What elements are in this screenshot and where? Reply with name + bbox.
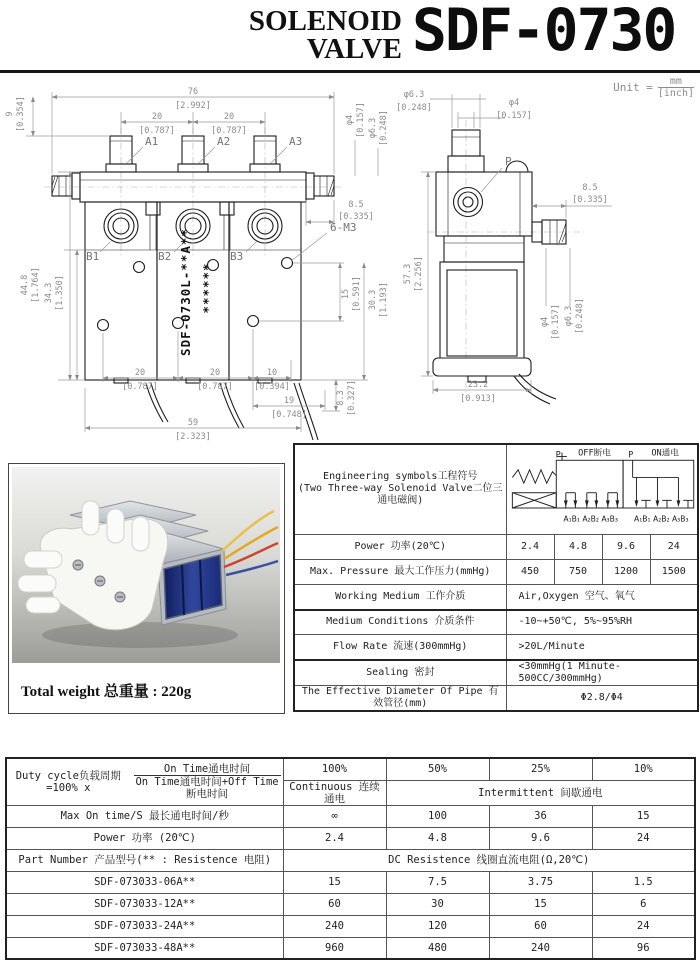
side-dimensions xyxy=(396,90,612,404)
spec-row-pressure xyxy=(294,559,698,584)
dim-height-right-mm: 30.3 xyxy=(368,289,378,311)
valve-bodies xyxy=(85,202,301,383)
sdim-barb-id-mm: φ4 xyxy=(540,316,550,328)
unit-mm: mm xyxy=(658,76,694,88)
duty-fraction-bottom: On Time通电时间+Off Time断电时间 xyxy=(135,776,279,801)
dim-bottom-pitch-b-mm: 20 xyxy=(209,368,221,378)
dim-bottom-pitch-a-mm: 20 xyxy=(134,368,146,378)
sdim-barb-len-mm: 8.5 xyxy=(582,183,598,193)
duty-maxontime-v1: ∞ xyxy=(283,805,386,827)
spec-label-power: Power 功率(20℃) xyxy=(294,534,506,559)
front-view xyxy=(5,87,389,442)
duty-row-48a xyxy=(6,937,695,959)
label-a3: A3 xyxy=(289,135,303,148)
spec-table xyxy=(293,443,699,712)
label-b1: B1 xyxy=(86,250,100,263)
duty-continuous: Continuous 连续通电 xyxy=(283,780,386,805)
spec-label-pressure: Max. Pressure 最大工作压力(mmHg) xyxy=(294,559,506,584)
duty-prefix: Duty cycle负载周期=100% x xyxy=(15,769,121,794)
valve-symbol-diagram xyxy=(509,445,699,529)
dim-barb-id-mm: φ4 xyxy=(345,114,355,126)
symbol-off-state: OFF断电 xyxy=(577,448,611,459)
title-line1: SOLENOID xyxy=(248,5,402,37)
header-divider xyxy=(0,70,700,73)
spec-row-symbols xyxy=(294,444,698,534)
duty-maxontime-v2: 100 xyxy=(386,805,489,827)
dim-bottom-19-mm: 19 xyxy=(283,396,295,406)
duty-06a-v3: 3.75 xyxy=(489,871,592,893)
dim-pitch-b-inch: [0.787] xyxy=(211,126,247,136)
symbol-p-on: P xyxy=(627,450,633,461)
dim-bottom-10-mm: 10 xyxy=(266,368,278,378)
spec-row-pipe xyxy=(294,685,698,711)
spec-label-conditions: Medium Conditions 介质条件 xyxy=(294,610,506,635)
left-barb xyxy=(52,173,80,199)
duty-col-50: 50% xyxy=(386,758,489,780)
duty-fraction xyxy=(134,763,281,800)
side-lead-wires xyxy=(514,374,556,404)
dim-pitch-b-mm: 20 xyxy=(223,112,235,122)
duty-12a-v2: 30 xyxy=(386,893,489,915)
duty-col-10: 10% xyxy=(592,758,695,780)
duty-24a-v1: 240 xyxy=(283,915,386,937)
spec-pressure-v3: 1200 xyxy=(602,559,650,584)
symbol-ports-on: A₁B₁ A₂B₂ A₃B₃ xyxy=(633,514,689,524)
duty-12a-v3: 15 xyxy=(489,893,592,915)
duty-row-06a xyxy=(6,871,695,893)
dim-height-right-inch: [1.193] xyxy=(379,282,389,318)
duty-row-12a xyxy=(6,893,695,915)
duty-header-row xyxy=(6,758,695,780)
spec-row-flowrate xyxy=(294,635,698,660)
side-view xyxy=(396,90,612,404)
dim-hole-pitch-inch: [0.591] xyxy=(352,276,362,312)
sdim-width-mm: 23.2 xyxy=(467,380,489,390)
duty-fraction-top: On Time通电时间 xyxy=(134,763,281,776)
duty-06a-v2: 7.5 xyxy=(386,871,489,893)
spec-symbol-cell xyxy=(506,444,698,534)
dim-top-offset-inch: [0.354] xyxy=(16,96,26,132)
spec-power-v4: 24 xyxy=(650,534,698,559)
dim-pitch-a-mm: 20 xyxy=(151,112,163,122)
spec-label-symbols xyxy=(294,444,506,534)
duty-power-v3: 9.6 xyxy=(489,827,592,849)
symbol-on-state: ON通电 xyxy=(650,448,679,459)
duty-row-24a xyxy=(6,915,695,937)
spec-power-v1: 2.4 xyxy=(506,534,554,559)
body-marking-line1: SDF-0730L-**A** xyxy=(178,228,193,356)
duty-label-maxontime: Max On time/S 最长通电时间/秒 xyxy=(6,805,283,827)
spec-pressure-v4: 1500 xyxy=(650,559,698,584)
dim-wire-offset-mm: 8.3 xyxy=(336,390,346,406)
dim-bottom-total-mm: 59 xyxy=(187,418,199,428)
dim-height-body-mm: 34.3 xyxy=(44,282,54,304)
spec-sealing-value: <30mmHg(1 Minute-500CC/300mmHg) xyxy=(506,660,698,686)
dim-pitch-a-inch: [0.787] xyxy=(139,126,175,136)
dim-total-width-inch: [2.992] xyxy=(175,101,211,111)
sdim-top-id-mm: φ4 xyxy=(508,98,520,108)
symbols-label-line2: (Two Three-way Solenoid Valve二位三通电磁阀) xyxy=(297,483,503,507)
coil-body xyxy=(433,262,531,382)
duty-power-v4: 24 xyxy=(592,827,695,849)
duty-06a-v4: 1.5 xyxy=(592,871,695,893)
duty-col-100: 100% xyxy=(283,758,386,780)
duty-24a-v3: 60 xyxy=(489,915,592,937)
spec-conditions-value: -10~+50℃, 5%~95%RH xyxy=(506,610,698,635)
label-b2: B2 xyxy=(158,250,172,263)
screw-callout: 6-M3 xyxy=(330,221,357,234)
dim-barb-od-mm: φ6.3 xyxy=(368,117,378,139)
dim-hole-pitch-mm: 15 xyxy=(341,288,351,300)
duty-label-24a: SDF-073033-24A** xyxy=(6,915,283,937)
duty-12a-v1: 60 xyxy=(283,893,386,915)
sdim-top-od-inch: [0.248] xyxy=(396,103,432,113)
duty-power-v1: 2.4 xyxy=(283,827,386,849)
unit-label: Unit = xyxy=(613,81,653,94)
symbol-solenoid-icon xyxy=(512,493,556,508)
product-photo-box xyxy=(8,463,285,714)
duty-label-48a: SDF-073033-48A** xyxy=(6,937,283,959)
duty-24a-v4: 24 xyxy=(592,915,695,937)
spec-label-medium: Working Medium 工作介质 xyxy=(294,585,506,610)
technical-drawing xyxy=(0,84,700,448)
sdim-barb-id-inch: [0.157] xyxy=(551,304,561,340)
dim-bottom-total-inch: [2.323] xyxy=(175,432,211,442)
front-port-labels xyxy=(86,135,302,263)
duty-48a-v2: 480 xyxy=(386,937,489,959)
dim-bottom-10-inch: [0.394] xyxy=(254,382,290,392)
duty-row-maxontime xyxy=(6,805,695,827)
right-barb xyxy=(306,173,334,199)
dim-barb-len-mm: 8.5 xyxy=(348,200,364,210)
duty-maxontime-v4: 15 xyxy=(592,805,695,827)
duty-12a-v4: 6 xyxy=(592,893,695,915)
valve-symbol-on xyxy=(623,447,694,524)
duty-label-power: Power 功率 (20℃) xyxy=(6,827,283,849)
dim-bottom-19-inch: [0.748] xyxy=(271,410,307,420)
model-number: SDF-0730 xyxy=(412,0,676,64)
duty-col-25: 25% xyxy=(489,758,592,780)
duty-maxontime-v3: 36 xyxy=(489,805,592,827)
label-p: P xyxy=(505,155,512,168)
sdim-barb-od-mm: φ6.3 xyxy=(564,305,574,327)
sdim-height-mm: 57.3 xyxy=(403,263,413,285)
spec-pressure-v1: 450 xyxy=(506,559,554,584)
spec-power-v3: 9.6 xyxy=(602,534,650,559)
product-photo xyxy=(12,467,280,663)
sdim-barb-od-inch: [0.248] xyxy=(575,298,585,334)
title-line2: VALVE xyxy=(306,33,402,65)
duty-label-06a: SDF-073033-06A** xyxy=(6,871,283,893)
sdim-width-inch: [0.913] xyxy=(460,394,496,404)
symbols-label-line1: Engineering symbols工程符号 xyxy=(323,471,478,483)
dim-barb-len-inch: [0.335] xyxy=(338,212,374,222)
duty-power-v2: 4.8 xyxy=(386,827,489,849)
spec-power-v2: 4.8 xyxy=(554,534,602,559)
duty-48a-v4: 96 xyxy=(592,937,695,959)
duty-06a-v1: 15 xyxy=(283,871,386,893)
mounting-holes xyxy=(98,258,293,331)
dim-barb-id-inch: [0.157] xyxy=(356,102,366,138)
duty-cycle-table xyxy=(5,757,696,960)
body-marking-line2: ****** xyxy=(200,262,215,314)
spec-pipe-value: Φ2.8/Φ4 xyxy=(506,685,698,711)
dim-height-body-inch: [1.350] xyxy=(55,275,65,311)
symbol-ports-off: A₁B₁ A₂B₂ A₃B₃ xyxy=(562,514,618,524)
spec-pressure-v2: 750 xyxy=(554,559,602,584)
sdim-top-od-mm: φ6.3 xyxy=(403,90,425,100)
spec-flowrate-value: >20L/Minute xyxy=(506,635,698,660)
unit-inch: [inch] xyxy=(657,88,694,99)
dim-bottom-pitch-b-inch: [0.787] xyxy=(197,382,233,392)
dim-total-width-mm: 76 xyxy=(187,87,199,97)
duty-header-label xyxy=(6,758,283,805)
spec-row-sealing xyxy=(294,660,698,686)
sdim-top-id-inch: [0.157] xyxy=(496,111,532,121)
sdim-barb-len-inch: [0.335] xyxy=(572,195,608,205)
dim-height-total-mm: 44.8 xyxy=(20,274,30,296)
total-weight-caption: Total weight 总重量 : 220g xyxy=(21,684,192,700)
spec-medium-value: Air,Oxygen 空气、氧气 xyxy=(506,585,698,610)
duty-row-partnumber xyxy=(6,849,695,871)
photo-shadow xyxy=(42,622,238,648)
label-a2: A2 xyxy=(217,135,231,148)
dim-height-total-inch: [1.764] xyxy=(31,267,41,303)
duty-label-partnumber: Part Number 产品型号(** : Resistence 电阻) xyxy=(6,849,283,871)
duty-48a-v3: 240 xyxy=(489,937,592,959)
front-dimensions xyxy=(5,87,389,442)
page-title xyxy=(228,7,402,63)
spec-label-flowrate: Flow Rate 流速(300mmHg) xyxy=(294,635,506,660)
valve-symbol-off xyxy=(555,447,622,524)
label-a1: A1 xyxy=(145,135,159,148)
spec-label-pipe: The Effective Diameter Of Pipe 有效管径(mm) xyxy=(294,685,506,711)
label-b3: B3 xyxy=(230,250,244,263)
duty-label-12a: SDF-073033-12A** xyxy=(6,893,283,915)
duty-48a-v1: 960 xyxy=(283,937,386,959)
spec-row-conditions xyxy=(294,610,698,635)
symbol-spring-icon xyxy=(512,470,556,483)
spec-label-sealing: Sealing 密封 xyxy=(294,660,506,686)
spec-row-power xyxy=(294,534,698,559)
dim-wire-offset-inch: [0.327] xyxy=(347,380,357,416)
dim-top-offset-mm: 9 xyxy=(5,111,15,117)
dim-bottom-pitch-a-inch: [0.787] xyxy=(122,382,158,392)
symbol-p-off: P xyxy=(555,450,561,461)
duty-24a-v2: 120 xyxy=(386,915,489,937)
duty-intermittent: Intermittent 间歇通电 xyxy=(386,780,695,805)
dim-barb-od-inch: [0.248] xyxy=(379,110,389,146)
spec-row-medium xyxy=(294,585,698,610)
sdim-height-inch: [2.256] xyxy=(414,256,424,292)
duty-row-power xyxy=(6,827,695,849)
duty-dc-resistance: DC Resistence 线圈直流电阻(Ω,20℃) xyxy=(283,849,695,871)
